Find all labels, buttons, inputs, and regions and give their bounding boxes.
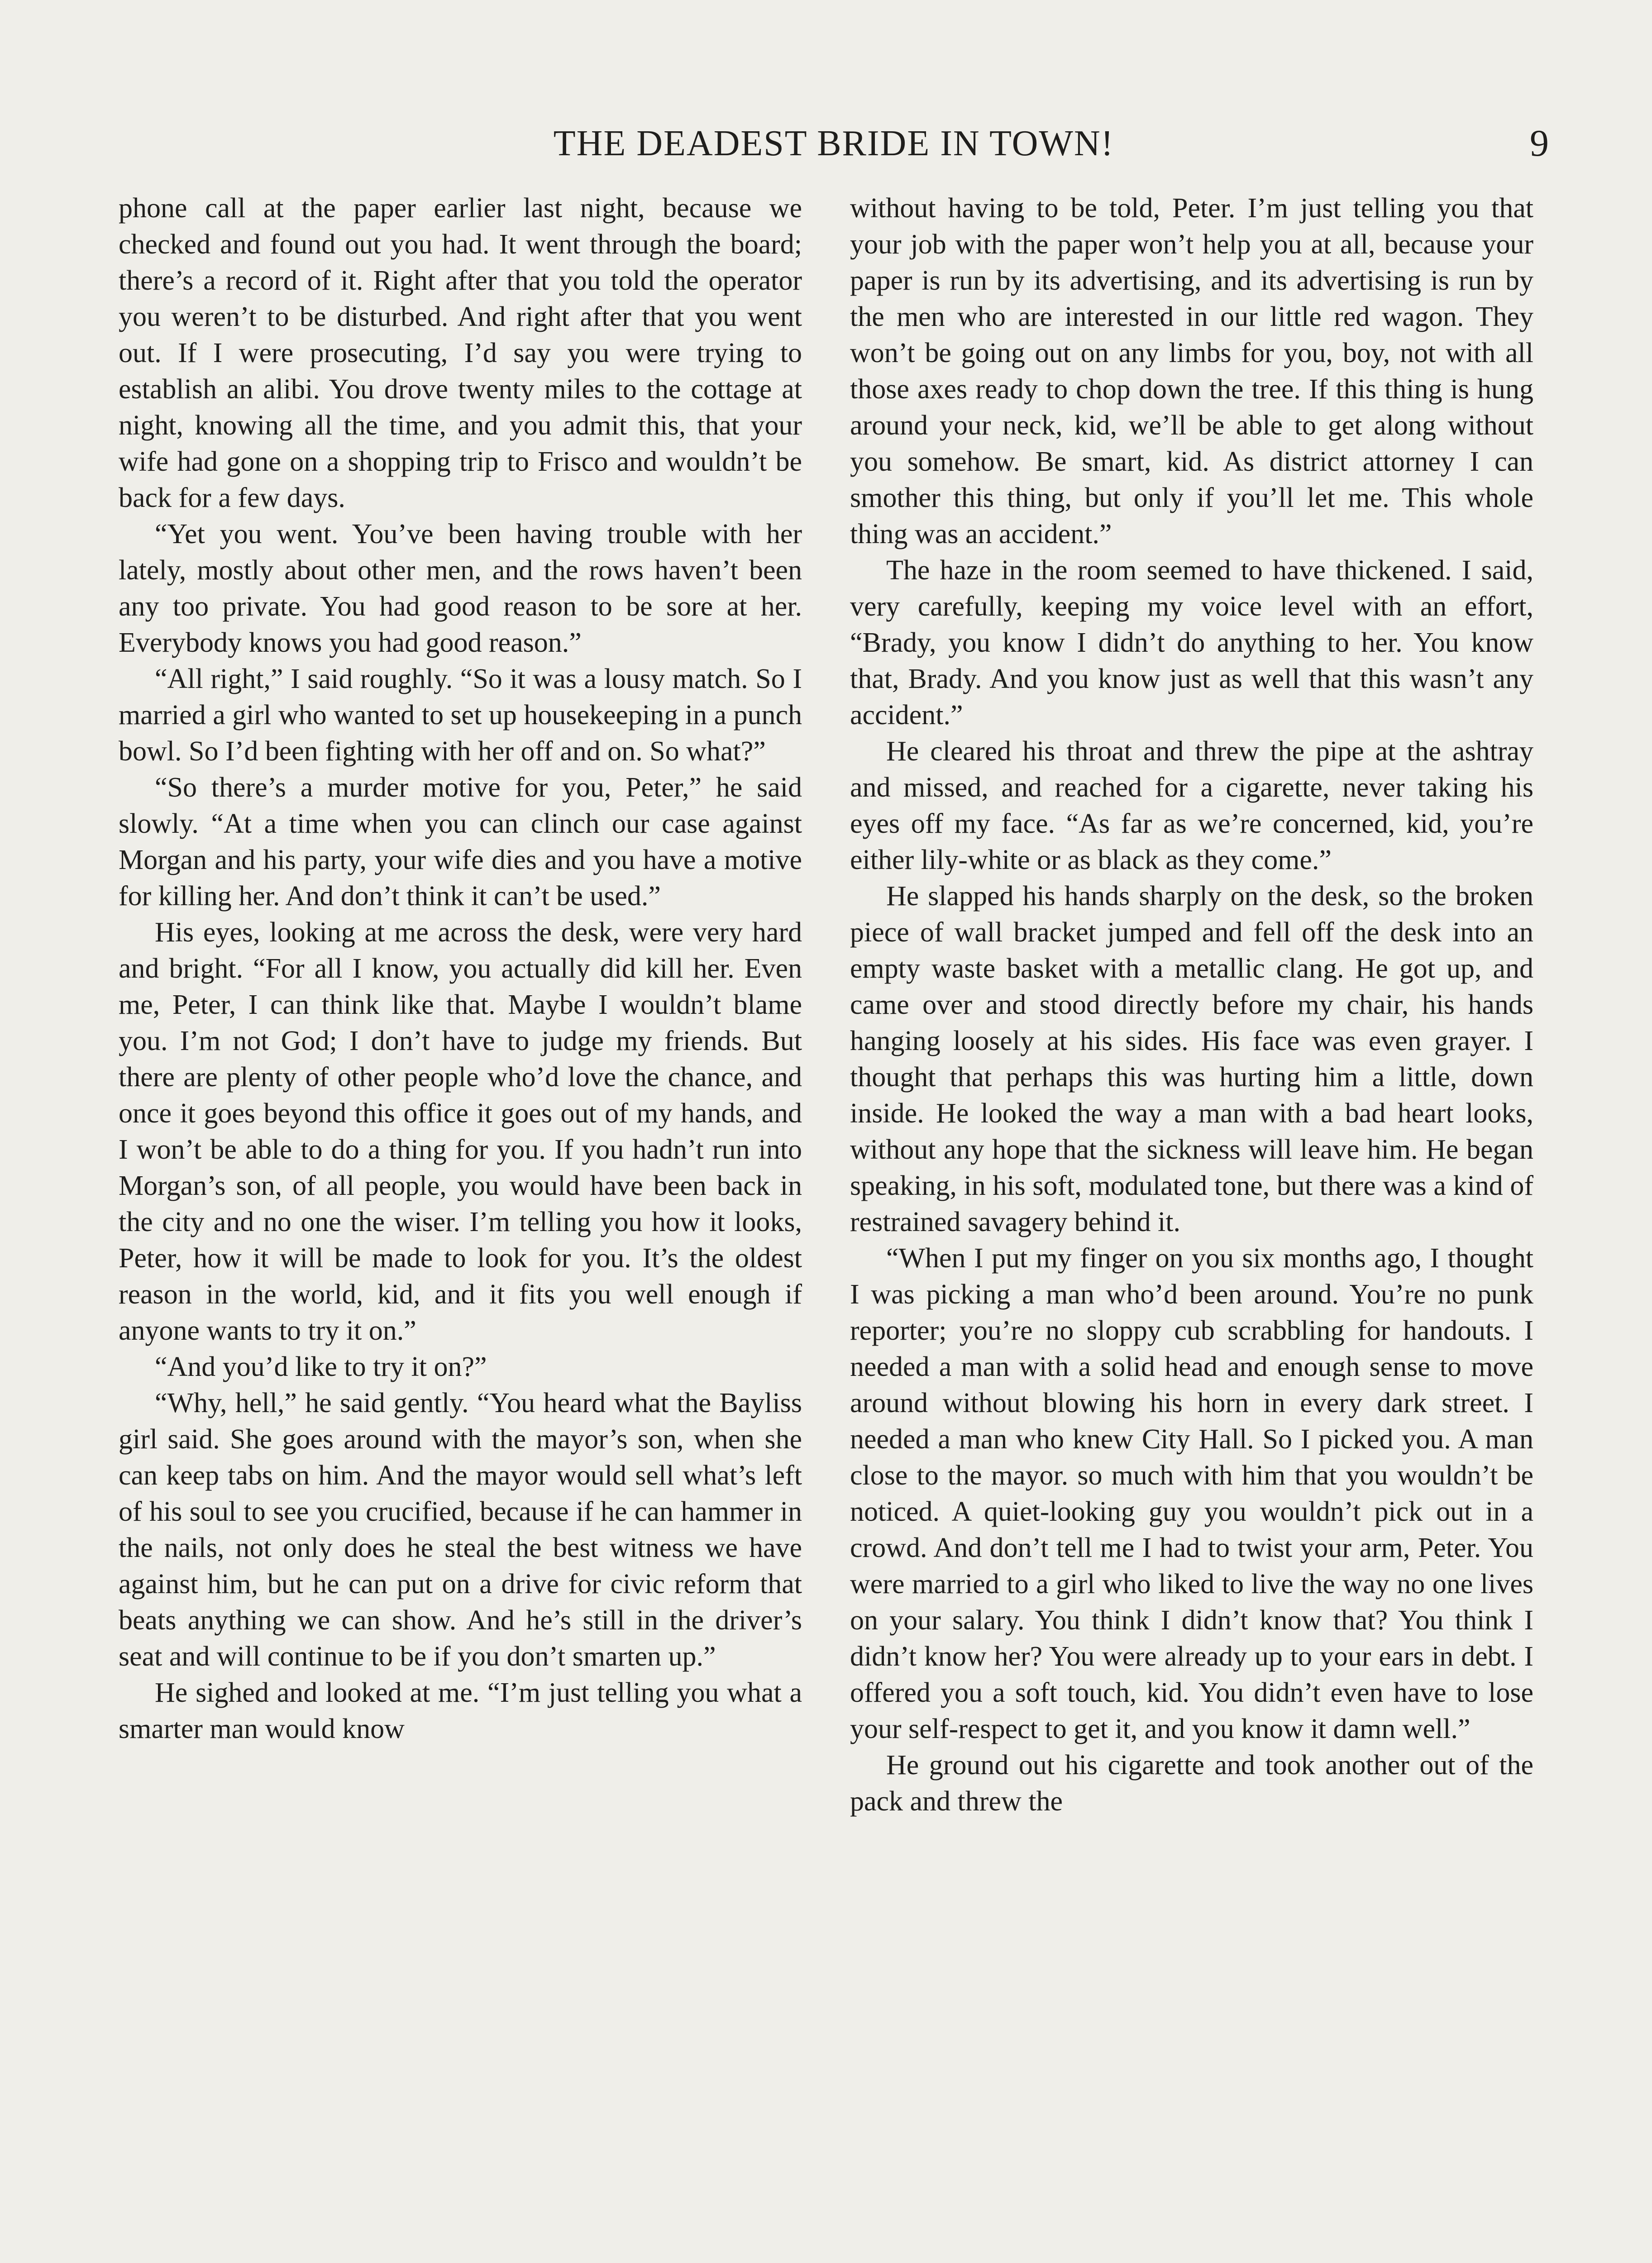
paragraph: “And you’d like to try it on?” [155, 1351, 487, 1382]
paragraph: The haze in the room seemed to have thickened. I said, very carefully, keeping my voice level with an effort, “Brady, you know I didn’t do anything to her. You know that, Brady. And you know just as well that this wasn’t any accident.” [850, 555, 1533, 730]
paragraph: He sighed and looked at me. “I’m just telling you what a smarter man would know [119, 1677, 802, 1744]
paragraph: His eyes, looking at me across the desk, were very hard and bright. “For all I know, you actually did kill her. Even me, Peter, I can think like that. Maybe I wouldn’t blame you. I’m not God; I don’t have to judge my friends. But there are plenty of other people who’d love the chance, and once it goes beyond this office it goes out of my hands, and I won’t be able to do a thing for you. If you hadn’t run into Morgan’s son, of all people, you would have been back in the city and no one the wiser. I’m telling you how it looks, Peter, how it will be made to look for you. It’s the oldest reason in the world, kid, and it fits you well enough if anyone wants to try it on.” [119, 917, 802, 1346]
paragraph: without having to be told, Peter. I’m just telling you that your job with the paper won’t help you at all, because your paper is run by its advertising, and its advertising is run by the men who are interested in our little red wagon. They won’t be going out on any limbs for you, boy, not with all those axes ready to chop down the tree. If this thing is hung around your neck, kid, we’ll be able to get along without you somehow. Be smart, kid. As district attorney I can smother this thing, but only if you’ll let me. This whole thing was an accident.” [850, 193, 1533, 549]
paragraph: phone call at the paper earlier last night, because we checked and found out you had. It went through the board; there’s a record of it. Right after that you told the operator you weren’t to be disturbed. And right after that you went out. If I were prosecuting, I’d say you were trying to establish an alibi. You drove twenty miles to the cottage at night, knowing all the time, and you admit this, that your wife had gone on a shopping trip to Frisco and wouldn’t be back for a few days. [119, 193, 802, 513]
paragraph: He slapped his hands sharply on the desk, so the broken piece of wall bracket jumped and fell off the desk into an empty waste basket with a metallic clang. He got up, and came over and stood directly before my chair, his hands hanging loosely at his sides. His face was even grayer. I thought that perhaps this was hurting him a little, down inside. He looked the way a man with a bad heart looks, without any hope that the sickness will leave him. He began speaking, in his soft, modulated tone, but there was a kind of restrained savagery behind it. [850, 881, 1533, 1237]
paragraph: “So there’s a murder motive for you, Peter,” he said slowly. “At a time when you can clinch our case against Morgan and his party, your wife dies and you have a motive for killing her. And don’t think it can’t be used.” [119, 772, 802, 912]
paragraph: “All right,” I said roughly. “So it was a lousy match. So I married a girl who wanted to set up housekeeping in a punch bowl. So I’d been fighting with her off and on. So what?” [119, 664, 802, 767]
paragraph: “Why, hell,” he said gently. “You heard what the Bayliss girl said. She goes around with the mayor’s son, when she can keep tabs on him. And the mayor would sell what’s left of his soul to see you crucified, because if he can hammer in the nails, not only does he steal the best witness we have against him, but he can put on a drive for civic reform that beats anything we can show. And he’s still in the driver’s seat and will continue to be if you don’t smarten up.” [119, 1388, 802, 1672]
running-header [119, 119, 1549, 168]
running-title: THE DEADEST BRIDE IN TOWN! [553, 124, 1114, 163]
paragraph: He ground out his cigarette and took another out of the pack and threw the [850, 1750, 1533, 1817]
paragraph: “When I put my finger on you six months ago, I thought I was picking a man who’d been around. You’re no punk reporter; you’re no sloppy cub scrabbling for handouts. I needed a man with a solid head and enough sense to move around without blowing his horn in every dark street. I needed a man who knew City Hall. So I picked you. A man close to the mayor. so much with him that you wouldn’t be noticed. A quiet-looking guy you wouldn’t pick out in a crowd. And don’t tell me I had to twist your arm, Peter. You were married to a girl who liked to live the way no one lives on your salary. You think I didn’t know that? You think I didn’t know her? You were already up to your ears in debt. I offered you a soft touch, kid. You didn’t even have to lose your self-respect to get it, and you know it damn well.” [850, 1243, 1533, 1744]
paragraph: He cleared his throat and threw the pipe at the ashtray and missed, and reached for a cigarette, never taking his eyes off my face. “As far as we’re concerned, kid, you’re either lily-white or as black as they come.” [850, 736, 1533, 875]
text-column-left [119, 190, 802, 2263]
text-column-right [850, 190, 1533, 2263]
paragraph: “Yet you went. You’ve been having trouble with her lately, mostly about other men, and the rows haven’t been any too private. You had good reason to be sore at her. Everybody knows you had good reason.” [119, 519, 802, 658]
page-number: 9 [1530, 122, 1549, 164]
